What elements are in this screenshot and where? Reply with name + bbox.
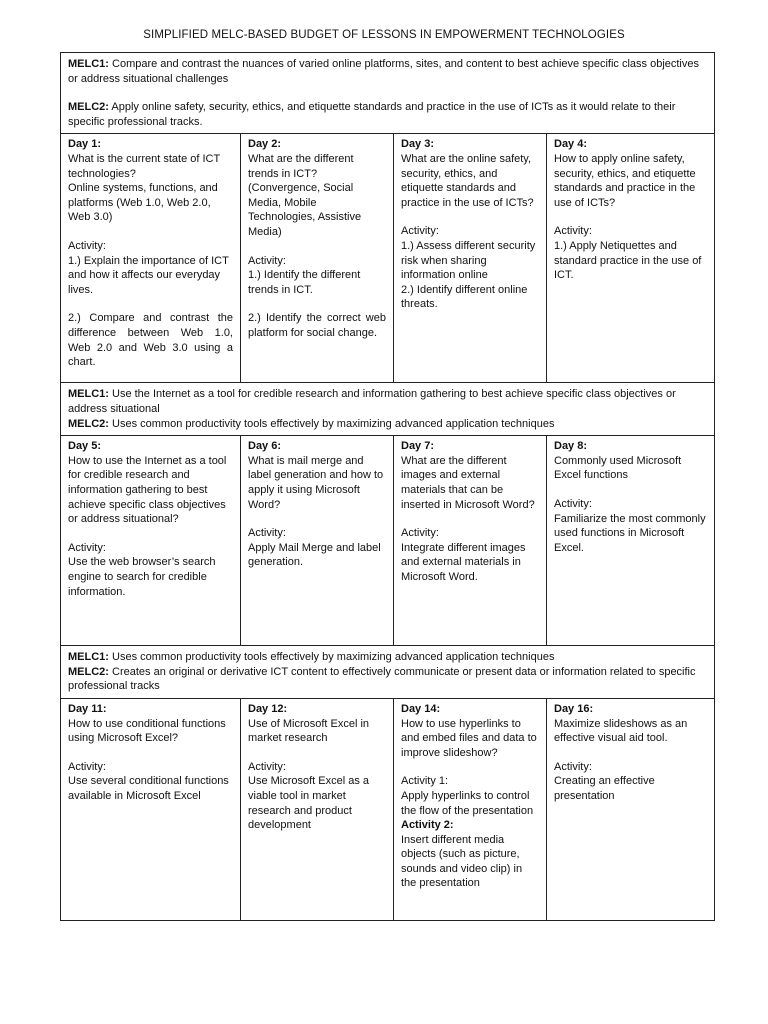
day-cell (241, 134, 394, 383)
melc1-label: MELC1: (68, 58, 109, 70)
day-label: Day 8: (554, 440, 588, 453)
activity-text: Use Microsoft Excel as a viable tool in market research and product development (248, 775, 370, 832)
day-question: What are the online safety, security, ethics, and etiquette standards and practice in the use of ICTs? (401, 152, 534, 209)
day-label: Day 14: (401, 702, 441, 715)
day-question: What are the different trends in ICT? (Convergence, Social Media, Mobile Technologies, Assistive Media) (248, 152, 362, 238)
day-label: Day 5: (68, 440, 102, 453)
day-cell (547, 698, 715, 920)
day-cell (241, 436, 394, 646)
lesson-budget-table (60, 52, 715, 921)
day-label: Day 3: (401, 138, 435, 151)
day-label: Day 1: (68, 138, 102, 151)
activity-text: Integrate different images and external materials in Microsoft Word. (401, 541, 526, 583)
day-label: Day 4: (554, 138, 588, 151)
activity-text: 1.) Explain the importance of ICT and how it affects our everyday lives. (68, 254, 229, 296)
document-title: SIMPLIFIED MELC-BASED BUDGET OF LESSONS IN EMPOWERMENT TECHNOLOGIES (143, 29, 625, 41)
activity-label: Activity 2: (401, 819, 454, 832)
melc1-label: MELC1: (68, 388, 109, 401)
melc2-text: Apply online safety, security, ethics, and etiquette standards and practice in the use of ICTs as it would relate to their specific professional tracks. (68, 101, 676, 128)
melc-cell (61, 646, 715, 699)
day-label: Day 7: (401, 440, 435, 453)
activity-label: Activity: (68, 760, 106, 773)
melc1-text: Compare and contrast the nuances of varied online platforms, sites, and content to best achieve specific class objectives or address situational challenges (68, 58, 699, 85)
activity-label: Activity: (554, 497, 592, 510)
melc2-line (68, 665, 707, 694)
melc2-text: Creates an original or derivative ICT content to effectively communicate or present data or information related to specific professional tracks (68, 665, 696, 693)
activity-text: 1.) Apply Netiquettes and standard practice in the use of ICT. (554, 239, 702, 282)
day-cell (394, 698, 547, 920)
activity-label: Activity: (248, 760, 286, 773)
day-cell (61, 436, 241, 646)
melc-row (61, 383, 715, 436)
activity-text: 2.) Identify the correct web platform for social change. (248, 312, 386, 339)
activity-text: Use the web browser’s search engine to search for credible information. (68, 556, 216, 598)
activity-text: Creating an effective presentation (554, 775, 655, 802)
melc2-line (68, 417, 707, 432)
day-topics: Online systems, functions, and platforms (Web 1.0, Web 2.0, Web 3.0) (68, 182, 218, 224)
days-row (61, 698, 715, 920)
activity-text: Insert different media objects (such as picture, sounds and video clip) in the presentation (401, 833, 523, 890)
day-question: How to use the Internet as a tool for credible research and information gathering to best achieve specific class objectives or address situational? (68, 454, 227, 526)
activity-label: Activity: (554, 225, 592, 238)
day-question: How to use conditional functions using Microsoft Excel? (68, 717, 226, 745)
activity-text: 2.) Identify different online threats. (401, 283, 528, 311)
activity-label: Activity: (248, 254, 286, 267)
melc2-line (68, 100, 707, 129)
activity-text: Use several conditional functions available in Microsoft Excel (68, 775, 229, 802)
melc2-text: Uses common productivity tools effectively by maximizing advanced application techniques (108, 417, 555, 430)
melc1-text: Use the Internet as a tool for credible research and information gathering to best achieve specific class objectives or address situational (68, 388, 676, 415)
day-question: What is the current state of ICT technologies? (68, 152, 221, 180)
day-cell (394, 436, 547, 646)
day-question: What are the different images and external materials that can be inserted in Microsoft Word? (401, 454, 535, 511)
day-question: How to use hyperlinks to and embed files and data to improve slideshow? (401, 717, 537, 759)
melc1-line (68, 387, 707, 416)
day-cell (547, 436, 715, 646)
day-cell (61, 698, 241, 920)
day-question: What is mail merge and label generation and how to apply it using Microsoft Word? (248, 454, 384, 511)
day-question: Maximize slideshows as an effective visual aid tool. (554, 717, 688, 745)
activity-text: Apply Mail Merge and label generation. (248, 541, 381, 569)
day-cell (394, 134, 547, 383)
activity-text: 2.) Compare and contrast the difference between Web 1.0, Web 2.0 and Web 3.0 using a chart. (68, 312, 233, 369)
day-label: Day 2: (248, 138, 282, 151)
melc2-label: MELC2: (68, 101, 109, 114)
day-question: How to apply online safety, security, ethics, and etiquette standards and practice in the use of ICTs? (554, 152, 696, 209)
melc-row (61, 646, 715, 699)
day-cell (241, 698, 394, 920)
melc1-line (68, 57, 707, 86)
day-label: Day 11: (68, 702, 107, 715)
melc-row (61, 53, 715, 134)
melc2-label: MELC2: (68, 665, 109, 678)
melc-cell (61, 383, 715, 436)
activity-label: Activity: (248, 527, 286, 540)
melc1-line (68, 650, 707, 665)
day-question: Use of Microsoft Excel in market research (248, 717, 370, 745)
day-label: Day 16: (554, 702, 594, 715)
activity-label: Activity: (401, 527, 439, 540)
activity-text: Apply hyperlinks to control the flow of the presentation (401, 789, 534, 817)
melc1-text: Uses common productivity tools effectively by maximizing advanced application techniques (108, 651, 555, 664)
melc2-label: MELC2: (68, 417, 109, 430)
day-label: Day 6: (248, 440, 282, 453)
days-row (61, 134, 715, 383)
day-question: Commonly used Microsoft Excel functions (554, 454, 682, 482)
activity-label: Activity 1: (401, 775, 449, 788)
melc1-label: MELC1: (68, 651, 109, 664)
days-row (61, 436, 715, 646)
activity-text: 1.) Identify the different trends in ICT. (248, 269, 361, 296)
activity-text: Familiarize the most commonly used functions in Microsoft Excel. (554, 512, 706, 554)
day-cell (547, 134, 715, 383)
activity-label: Activity: (68, 239, 106, 252)
day-label: Day 12: (248, 702, 288, 715)
activity-label: Activity: (401, 225, 439, 238)
activity-text: 1.) Assess different security risk when sharing information online (401, 239, 536, 282)
day-cell (61, 134, 241, 383)
activity-label: Activity: (68, 541, 106, 554)
activity-label: Activity: (554, 760, 592, 773)
melc-cell (61, 53, 715, 134)
